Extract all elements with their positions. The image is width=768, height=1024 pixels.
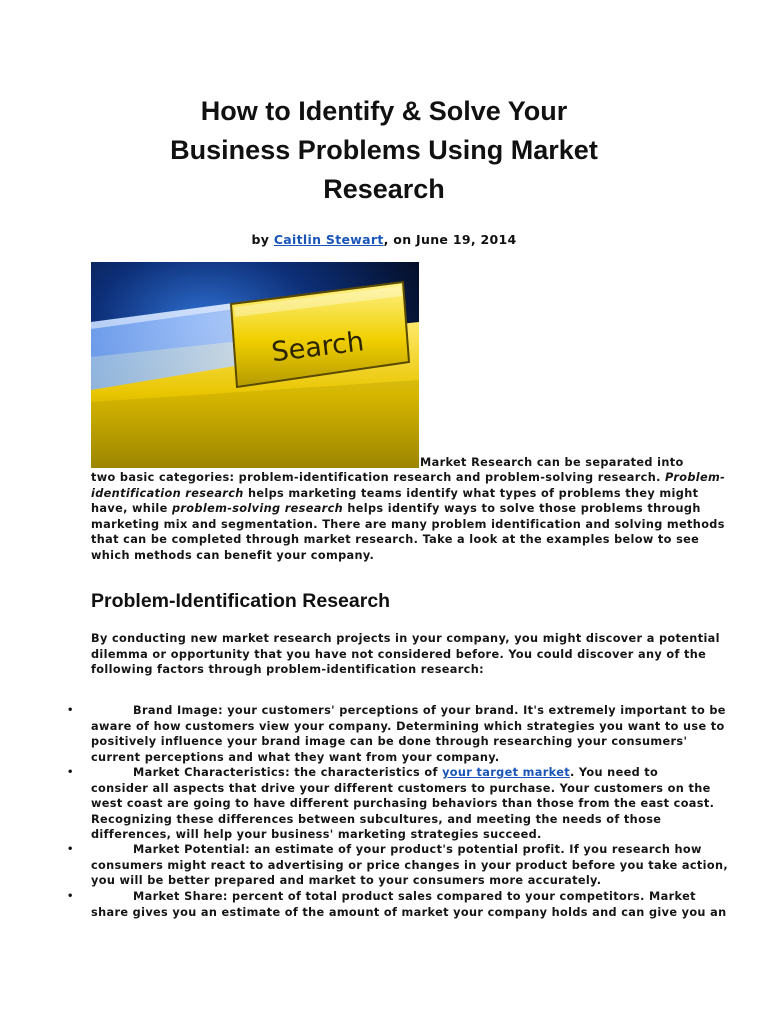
bullet-text: . You need to xyxy=(569,766,659,779)
bullet-text: Market Characteristics: the characteristics of xyxy=(133,766,443,779)
title-line: How to Identify & Solve Your xyxy=(200,96,568,126)
title-line: Research xyxy=(323,174,445,204)
target-market-link[interactable]: your target market xyxy=(442,766,570,779)
byline xyxy=(0,232,768,247)
bullet-line: consider all aspects that drive your different customers to purchase. Your customers on the xyxy=(91,781,711,795)
intro-emphasis: identification research xyxy=(91,486,244,500)
bullet-line: Market Share: percent of total product sales compared to your competitors. Market xyxy=(133,890,696,903)
intro-paragraph xyxy=(91,470,726,563)
para-line: By conducting new market research projects in your company, you might discover a potential xyxy=(91,632,720,645)
author-link[interactable]: Caitlin Stewart xyxy=(273,232,384,247)
bullet-line: aware of how customers view your company. Determining which strategies you want to use to xyxy=(91,719,725,733)
intro-text: helps marketing teams identify what types of problems they might xyxy=(243,486,699,500)
intro-text: that can be completed through market research. Take a look at the examples below to see xyxy=(91,533,700,546)
para-line: following factors through problem-identification research: xyxy=(91,663,484,676)
byline-prefix: by xyxy=(251,232,274,247)
title-line: Business Problems Using Market xyxy=(170,135,598,165)
bullet-icon: • xyxy=(67,844,74,855)
intro-text: marketing mix and segmentation. There are many problem identification and solving methods xyxy=(91,517,725,531)
byline-date: , on June 19, 2014 xyxy=(383,232,517,247)
intro-emphasis: Problem- xyxy=(665,471,726,484)
bullet-line: consumers might react to advertising or price changes in your product before you take action, xyxy=(91,858,728,872)
bullet-icon: • xyxy=(67,891,74,902)
search-box-illustration xyxy=(91,262,419,468)
section-heading: Problem-Identification Research xyxy=(91,590,391,612)
bullet-icon: • xyxy=(67,705,74,716)
search-button-label: Search xyxy=(269,326,366,369)
bullet-line: share gives you an estimate of the amount of market your company holds and can give you an xyxy=(91,905,727,919)
hero-image-search-box xyxy=(91,262,419,468)
section-paragraph xyxy=(91,631,720,678)
intro-first-line: Market Research can be separated into xyxy=(420,456,684,469)
bullet-line: Recognizing these differences between subcultures, and meeting the needs of those xyxy=(91,812,662,826)
intro-emphasis: problem-solving research xyxy=(171,502,344,515)
intro-text: two basic categories: problem-identification research and problem-solving research. xyxy=(91,471,666,484)
bullet-line: differences, will help your business' marketing strategies succeed. xyxy=(91,828,542,841)
bullet-line: Market Potential: an estimate of your product's potential profit. If you research how xyxy=(133,843,702,856)
bullet-line: positively influence your brand image can be done through researching your consumers' xyxy=(91,735,688,748)
bullet-line: current perceptions and what they want from your company. xyxy=(91,750,500,764)
bullet-line: west coast are going to have different purchasing behaviors than those from the east coast. xyxy=(91,797,715,810)
intro-text: have, while xyxy=(91,502,172,515)
bullet-line: Brand Image: your customers' perceptions of your brand. It's extremely important to be xyxy=(133,704,726,717)
bullet-line: you will be better prepared and market to your consumers more accurately. xyxy=(91,874,602,887)
bullet-icon: • xyxy=(67,767,74,778)
intro-text: helps identify ways to solve those problems through xyxy=(343,502,701,515)
intro-text: which methods can benefit your company. xyxy=(91,548,375,562)
article-title xyxy=(100,92,668,209)
para-line: dilemma or opportunity that you have not considered before. You could discover any of the xyxy=(91,647,707,661)
